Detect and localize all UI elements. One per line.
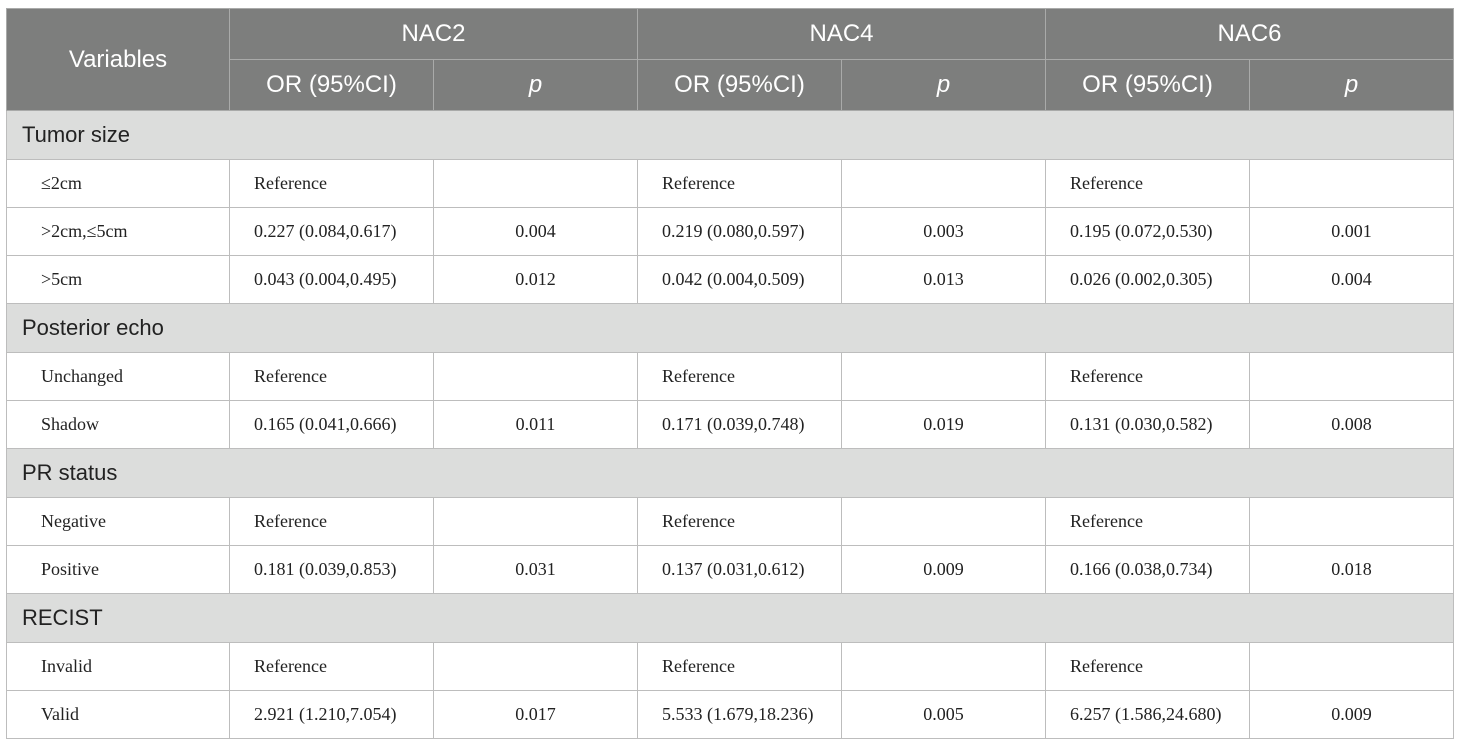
p-cell: 0.004 — [1250, 256, 1454, 304]
header-or-nac4: OR (95%CI) — [638, 60, 842, 111]
p-cell — [1250, 643, 1454, 691]
p-cell: 0.008 — [1250, 401, 1454, 449]
row-label: Valid — [7, 691, 230, 739]
header-group-nac2: NAC2 — [230, 9, 638, 60]
p-cell: 0.011 — [434, 401, 638, 449]
or-cell: 5.533 (1.679,18.236) — [638, 691, 842, 739]
section-row-tumor-size — [7, 111, 1454, 160]
or-cell: 0.166 (0.038,0.734) — [1046, 546, 1250, 594]
table-body — [7, 111, 1454, 739]
p-cell: 0.005 — [842, 691, 1046, 739]
p-cell: 0.017 — [434, 691, 638, 739]
p-cell: 0.018 — [1250, 546, 1454, 594]
header-variables: Variables — [7, 9, 230, 111]
p-cell: 0.003 — [842, 208, 1046, 256]
row-label: Positive — [7, 546, 230, 594]
row-label: Negative — [7, 498, 230, 546]
or-cell: Reference — [230, 353, 434, 401]
p-cell — [1250, 160, 1454, 208]
section-row-recist — [7, 594, 1454, 643]
or-cell: 0.042 (0.004,0.509) — [638, 256, 842, 304]
row-label: Unchanged — [7, 353, 230, 401]
or-cell: 0.195 (0.072,0.530) — [1046, 208, 1250, 256]
or-cell: Reference — [1046, 353, 1250, 401]
or-cell: Reference — [230, 643, 434, 691]
p-cell — [842, 498, 1046, 546]
p-cell — [842, 353, 1046, 401]
or-cell: Reference — [1046, 643, 1250, 691]
section-row-pr-status — [7, 449, 1454, 498]
or-cell: 0.026 (0.002,0.305) — [1046, 256, 1250, 304]
row-label: Invalid — [7, 643, 230, 691]
header-group-nac6: NAC6 — [1046, 9, 1454, 60]
or-cell: Reference — [638, 498, 842, 546]
section-title: PR status — [7, 449, 1454, 498]
row-label: Shadow — [7, 401, 230, 449]
p-cell — [434, 353, 638, 401]
p-cell — [434, 498, 638, 546]
or-cell: Reference — [638, 353, 842, 401]
or-cell: 0.137 (0.031,0.612) — [638, 546, 842, 594]
table-row — [7, 353, 1454, 401]
p-cell: 0.009 — [1250, 691, 1454, 739]
table-row — [7, 256, 1454, 304]
results-table — [6, 8, 1454, 739]
or-cell: 0.171 (0.039,0.748) — [638, 401, 842, 449]
or-cell: 0.227 (0.084,0.617) — [230, 208, 434, 256]
table-row — [7, 691, 1454, 739]
section-title: Tumor size — [7, 111, 1454, 160]
p-cell — [1250, 498, 1454, 546]
or-cell: 6.257 (1.586,24.680) — [1046, 691, 1250, 739]
header-or-nac2: OR (95%CI) — [230, 60, 434, 111]
header-p-nac6: p — [1250, 60, 1454, 111]
or-cell: Reference — [230, 498, 434, 546]
row-label: ≤2cm — [7, 160, 230, 208]
p-cell — [434, 160, 638, 208]
p-cell: 0.001 — [1250, 208, 1454, 256]
section-title: RECIST — [7, 594, 1454, 643]
p-cell: 0.019 — [842, 401, 1046, 449]
p-cell: 0.031 — [434, 546, 638, 594]
or-cell: 0.219 (0.080,0.597) — [638, 208, 842, 256]
table-row — [7, 546, 1454, 594]
header-p-nac2: p — [434, 60, 638, 111]
header-p-nac4: p — [842, 60, 1046, 111]
section-title: Posterior echo — [7, 304, 1454, 353]
row-label: >2cm,≤5cm — [7, 208, 230, 256]
p-cell: 0.004 — [434, 208, 638, 256]
table-header — [7, 9, 1454, 111]
p-cell — [1250, 353, 1454, 401]
p-cell — [842, 160, 1046, 208]
or-cell: Reference — [1046, 498, 1250, 546]
or-cell: 0.043 (0.004,0.495) — [230, 256, 434, 304]
or-cell: 0.165 (0.041,0.666) — [230, 401, 434, 449]
or-cell: 2.921 (1.210,7.054) — [230, 691, 434, 739]
or-cell: Reference — [638, 160, 842, 208]
header-group-nac4: NAC4 — [638, 9, 1046, 60]
or-cell: 0.131 (0.030,0.582) — [1046, 401, 1250, 449]
p-cell — [434, 643, 638, 691]
table-row — [7, 160, 1454, 208]
row-label: >5cm — [7, 256, 230, 304]
or-cell: 0.181 (0.039,0.853) — [230, 546, 434, 594]
p-cell: 0.013 — [842, 256, 1046, 304]
table-container — [6, 8, 1453, 739]
table-row — [7, 498, 1454, 546]
table-row — [7, 208, 1454, 256]
p-cell: 0.009 — [842, 546, 1046, 594]
table-row — [7, 401, 1454, 449]
header-or-nac6: OR (95%CI) — [1046, 60, 1250, 111]
or-cell: Reference — [1046, 160, 1250, 208]
p-cell — [842, 643, 1046, 691]
table-row — [7, 643, 1454, 691]
or-cell: Reference — [638, 643, 842, 691]
section-row-posterior-echo — [7, 304, 1454, 353]
or-cell: Reference — [230, 160, 434, 208]
p-cell: 0.012 — [434, 256, 638, 304]
